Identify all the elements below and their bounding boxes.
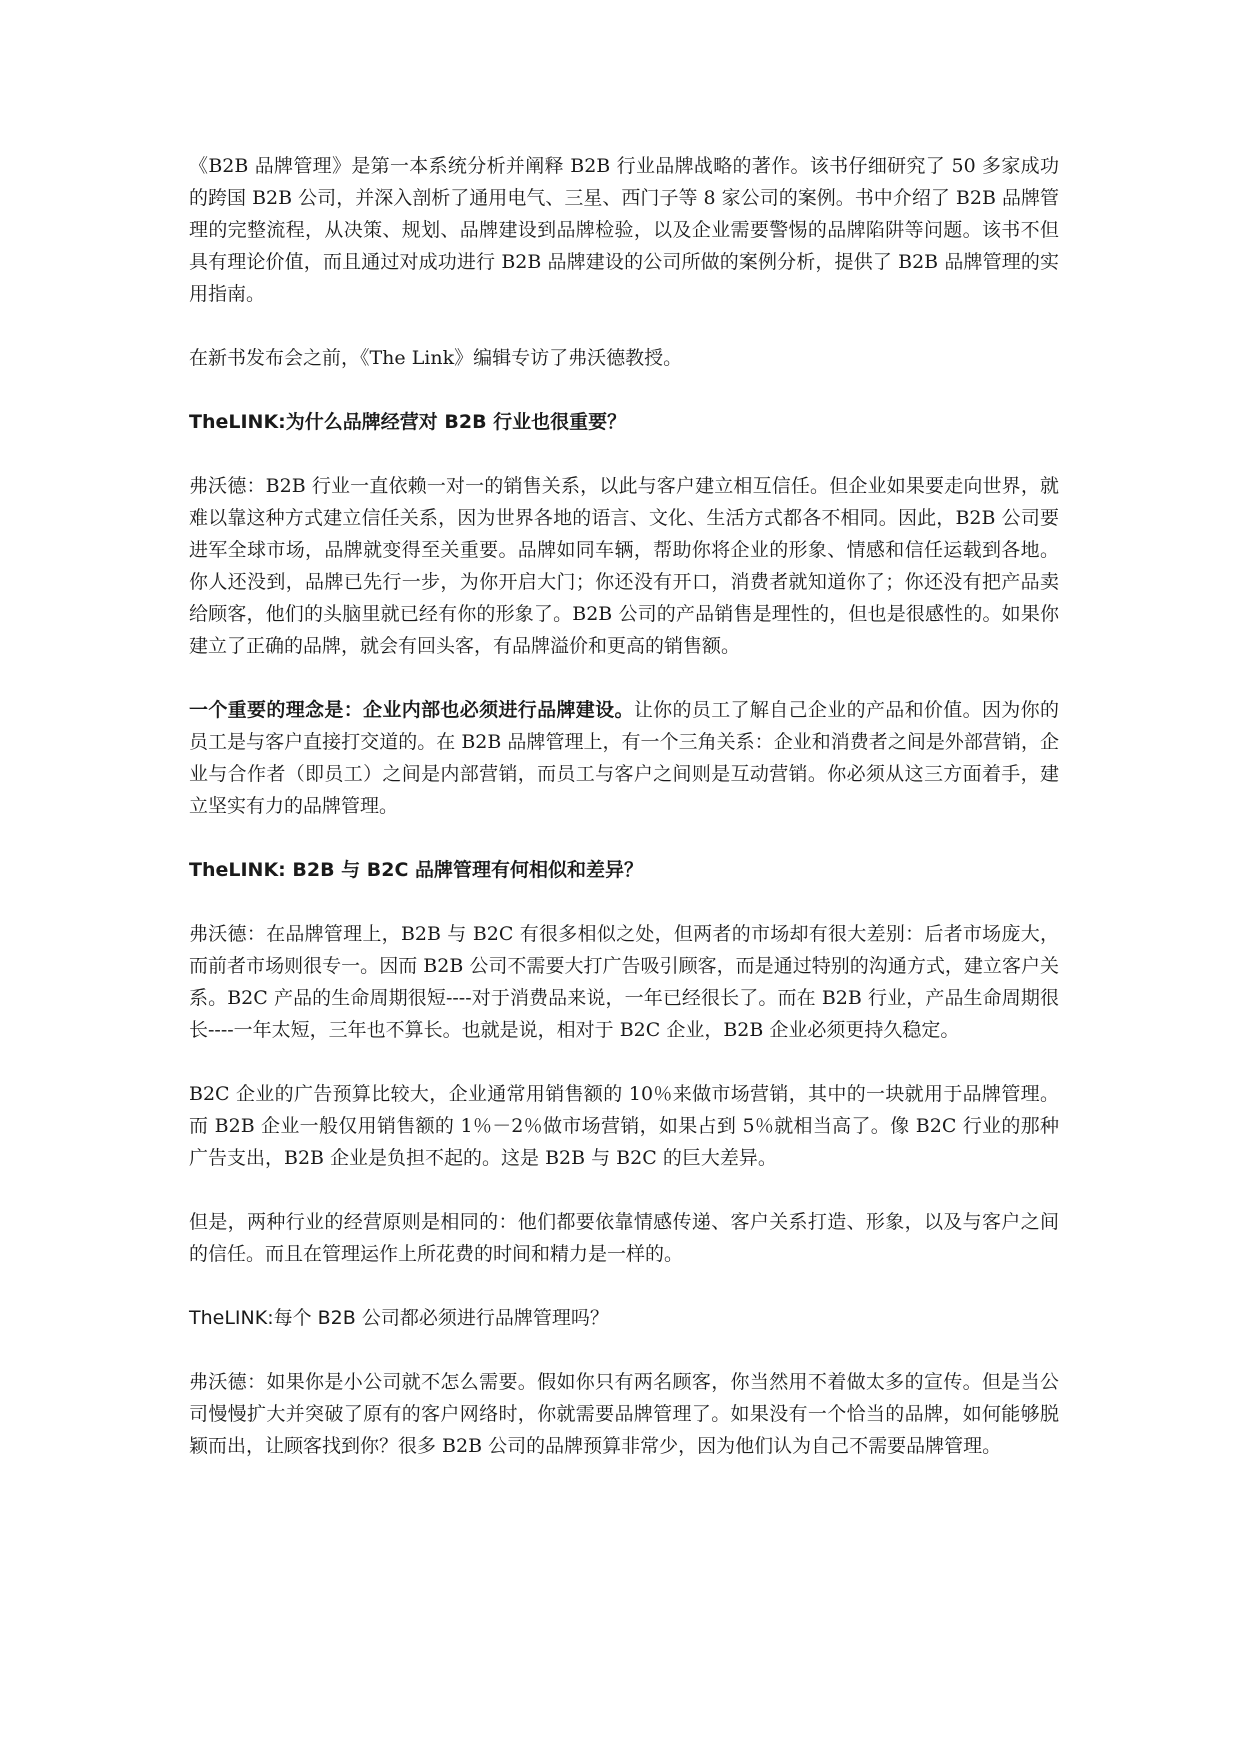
answer-paragraph-3: 弗沃德：在品牌管理上，B2B 与 B2C 有很多相似之处，但两者的市场却有很大差别：后者市场庞大，而前者市场则很专一。因而 B2B 公司不需要大打广告吸引顾客，而是通过特别的沟通方式，建立客户关系。B2C 产品的生命周期很短----对于消费品来说，一年已经很长了。而在 B2B 行业，产品生命周期很长----一年太短，三年也不算长。也就是说，相对于 B2C 企业，B2B 企业必须更持久稳定。 <box>189 923 1059 1041</box>
intro-paragraph: 《B2B 品牌管理》是第一本系统分析并阐释 B2B 行业品牌战略的著作。该书仔细研究了 50 多家成功的跨国 B2B 公司，并深入剖析了通用电气、三星、西门子等 8 家公司的案例。书中介绍了 B2B 品牌管理的完整流程，从决策、规划、品牌建设到品牌检验，以及企业需要警惕的品牌陷阱等问题。该书不但具有理论价值，而且通过对成功进行 B2B 品牌建设的公司所做的案例分析，提供了 B2B 品牌管理的实用指南。 <box>189 155 1059 305</box>
interview-intro-paragraph: 在新书发布会之前，《The Link》编辑专访了弗沃德教授。 <box>189 347 683 369</box>
article-body <box>189 150 1059 1494</box>
answer-paragraph-1: 弗沃德：B2B 行业一直依赖一对一的销售关系，以此与客户建立相互信任。但企业如果要走向世界，就难以靠这种方式建立信任关系，因为世界各地的语言、文化、生活方式都各不相同。因此，B2B 公司要进军全球市场，品牌就变得至关重要。品牌如同车辆，帮助你将企业的形象、情感和信任运载到各地。你人还没到，品牌已先行一步，为你开启大门；你还没有开口，消费者就知道你了；你还没有把产品卖给顾客，他们的头脑里就已经有你的形象了。B2B 公司的产品销售是理性的，但也是很感性的。如果你建立了正确的品牌，就会有回头客，有品牌溢价和更高的销售额。 <box>189 475 1059 657</box>
key-concept-text: 让你的员工了解自己企业的产品和价值。因为你的员工是与客户直接打交道的。在 B2B 品牌管理上，有一个三角关系：企业和消费者之间是外部营销，企业与合作者（即员工）之间是内部营销，而员工与客户之间则是互动营销。你必须从这三方面着手，建立坚实有力的品牌管理。 <box>189 699 1059 817</box>
question-heading-3: TheLINK:每个 B2B 公司都必须进行品牌管理吗？ <box>189 1307 609 1329</box>
answer-paragraph-5: 但是，两种行业的经营原则是相同的：他们都要依靠情感传递、客户关系打造、形象，以及与客户之间的信任。而且在管理运作上所花费的时间和精力是一样的。 <box>189 1211 1059 1265</box>
answer-paragraph-6: 弗沃德：如果你是小公司就不怎么需要。假如你只有两名顾客，你当然用不着做太多的宣传。但是当公司慢慢扩大并突破了原有的客户网络时，你就需要品牌管理了。如果没有一个恰当的品牌，如何能够脱颖而出，让顾客找到你？很多 B2B 公司的品牌预算非常少，因为他们认为自己不需要品牌管理。 <box>189 1371 1059 1457</box>
key-concept-emphasis: 一个重要的理念是：企业内部也必须进行品牌建设。 <box>189 699 634 721</box>
answer-paragraph-2 <box>189 694 1059 822</box>
answer-paragraph-4: B2C 企业的广告预算比较大，企业通常用销售额的 10％来做市场营销，其中的一块就用于品牌管理。而 B2B 企业一般仅用销售额的 1％－2％做市场营销，如果占到 5％就相当高了。像 B2C 行业的那种广告支出，B2B 企业是负担不起的。这是 B2B 与 B2C 的巨大差异。 <box>189 1083 1059 1169</box>
question-heading-1: TheLINK:为什么品牌经营对 B2B 行业也很重要？ <box>189 411 627 433</box>
question-heading-2: TheLINK: B2B 与 B2C 品牌管理有何相似和差异？ <box>189 859 644 881</box>
